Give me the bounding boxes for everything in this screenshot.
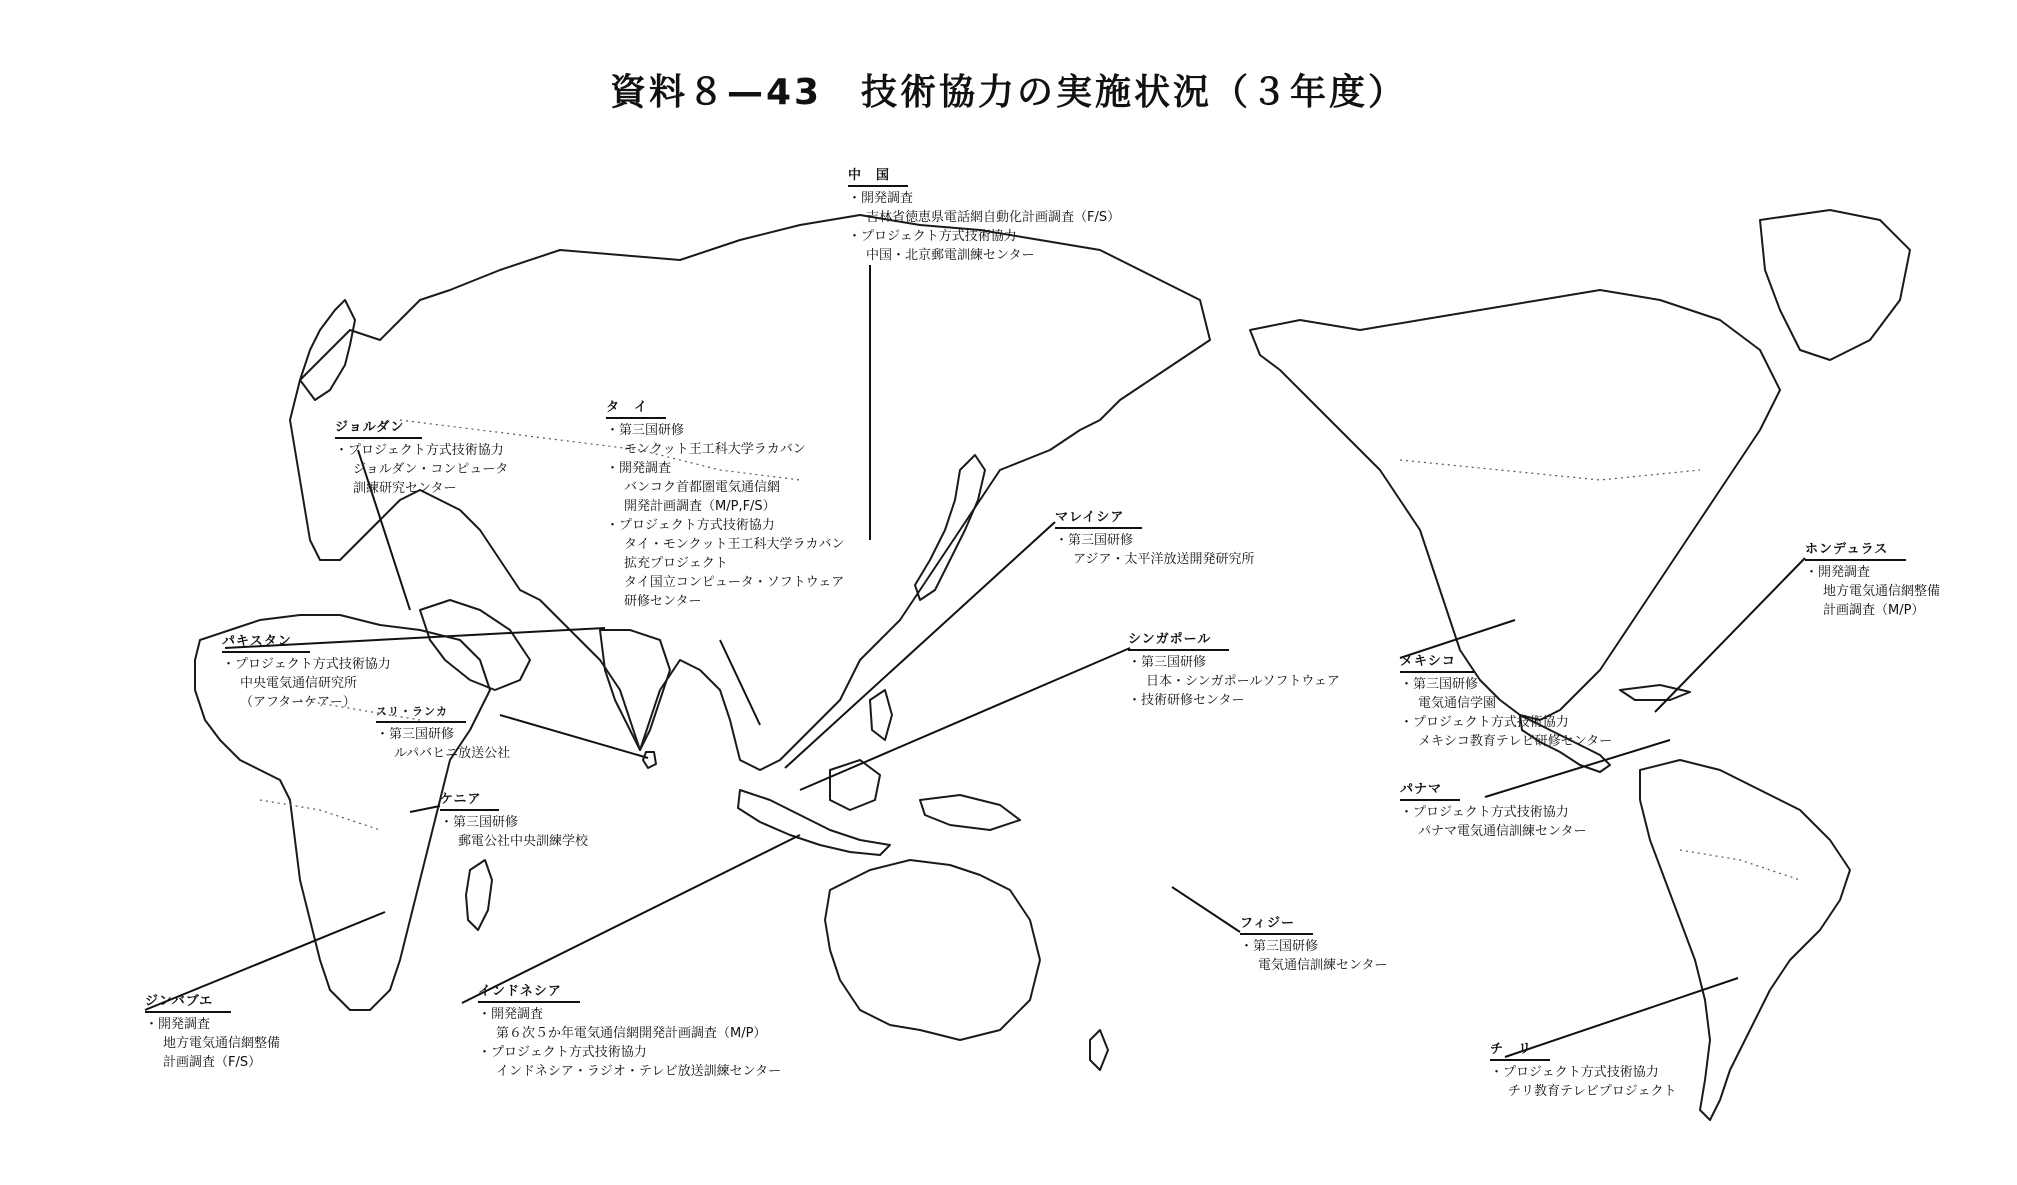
callout-zimbabwe (145, 992, 280, 1072)
country-label: チ リ (1490, 1040, 1550, 1061)
country-label: シンガポール (1128, 630, 1229, 651)
project-text: ジョルダン・コンピュータ (353, 462, 509, 477)
category-label: ・ 開発調査 (478, 1005, 781, 1024)
callout-kenya (440, 790, 588, 851)
category-label: ・ 開発調査 (606, 459, 844, 478)
page-title: 資料８—43 技術協力の実施状況（３年度） (609, 72, 1408, 113)
project-text: 地方電気通信網整備 (1823, 584, 1941, 599)
country-label: ホンデュラス (1805, 540, 1906, 561)
callout-indonesia (478, 982, 781, 1081)
country-label: パナマ (1400, 780, 1460, 801)
category-label: ・ 第三国研修 (1128, 653, 1340, 672)
project-text: 郵電公社中央訓練学校 (458, 834, 589, 849)
category-label: ・ 第三国研修 (1055, 531, 1254, 550)
country-label: メキシコ (1400, 652, 1474, 673)
greenland-landmass (1760, 210, 1910, 360)
callout-srilanka (376, 702, 510, 763)
project-text: パナマ電気通信訓練センター (1418, 824, 1587, 839)
category-label: ・ プロジェクト方式技術協力 (1400, 713, 1612, 732)
project-text: 拡充プロジェクト (624, 556, 728, 571)
project-text: 中国・北京郵電訓練センター (866, 248, 1035, 263)
category-label: ・ プロジェクト方式技術協力 (478, 1043, 781, 1062)
category-label: ・ 開発調査 (1805, 563, 1940, 582)
indonesia-landmass (738, 790, 890, 855)
country-label: 中 国 (848, 166, 908, 187)
callout-mexico (1400, 652, 1612, 751)
japan-landmass (915, 455, 985, 600)
project-text: タイ国立コンピュータ・ソフトウェア (624, 575, 845, 590)
country-label: ジョルダン (335, 418, 422, 439)
country-label: ジンバブエ (145, 992, 231, 1013)
category-label: ・ プロジェクト方式技術協力 (606, 516, 844, 535)
category-label: ・ プロジェクト方式技術協力 (848, 227, 1120, 246)
project-text: （アフターケアー） (240, 695, 356, 710)
country-label: ケニア (440, 790, 499, 811)
project-text: タイ・モンクット王工科大学ラカバン (624, 537, 845, 552)
project-text: バンコク首都圏電気通信網 (624, 480, 781, 495)
callout-china (848, 166, 1120, 265)
project-text: 第６次５か年電気通信網開発計画調査（M/P） (496, 1026, 767, 1041)
callout-honduras (1805, 540, 1940, 620)
category-label: ・ プロジェクト方式技術協力 (335, 441, 508, 460)
category-label: ・ 技術研修センター (1128, 691, 1340, 710)
category-label: ・ 第三国研修 (1400, 675, 1612, 694)
callout-thailand (606, 398, 844, 611)
project-text: 電気通信訓練センター (1258, 958, 1388, 973)
callout-chile (1490, 1040, 1676, 1101)
category-label: ・ プロジェクト方式技術協力 (222, 655, 391, 674)
category-label: ・ 第三国研修 (440, 813, 588, 832)
project-text: 計画調査（M/P） (1823, 603, 1925, 618)
callout-fiji (1240, 914, 1387, 975)
leader-kenya (410, 806, 440, 812)
borneo-landmass (830, 760, 880, 810)
country-label: マレイシア (1055, 508, 1142, 529)
category-label: ・ プロジェクト方式技術協力 (1400, 803, 1586, 822)
country-label: フィジー (1240, 914, 1313, 935)
project-text: 地方電気通信網整備 (163, 1036, 281, 1051)
country-label: タ イ (606, 398, 666, 419)
newguinea-landmass (920, 795, 1020, 830)
category-label: ・ 第三国研修 (606, 421, 844, 440)
project-text: 中央電気通信研究所 (240, 676, 358, 691)
project-text: 計画調査（F/S） (163, 1055, 262, 1070)
project-text: ルパバヒニ放送公社 (394, 746, 511, 761)
project-text: インドネシア・ラジオ・テレビ放送訓練センター (496, 1064, 782, 1079)
category-label: ・ 第三国研修 (1240, 937, 1387, 956)
newzealand-landmass (1090, 1030, 1108, 1070)
callout-singapore (1128, 630, 1340, 710)
callout-pakistan (222, 632, 391, 712)
callout-panama (1400, 780, 1586, 841)
callout-jordan (335, 418, 508, 498)
leader-indonesia (462, 835, 800, 1003)
callout-malaysia (1055, 508, 1254, 569)
project-text: 吉林省徳恵県電話網自動化計画調査（F/S） (866, 210, 1121, 225)
philippines-landmass (870, 690, 892, 740)
country-label: インドネシア (478, 982, 580, 1003)
category-label: ・ 開発調査 (145, 1015, 280, 1034)
category-label: ・ 第三国研修 (376, 725, 510, 744)
project-text: アジア・太平洋放送開発研究所 (1073, 552, 1255, 567)
category-label: ・ プロジェクト方式技術協力 (1490, 1063, 1676, 1082)
scandinavia-landmass (300, 300, 355, 400)
project-text: 研修センター (624, 594, 702, 609)
project-text: 日本・シンガポールソフトウェア (1146, 674, 1340, 689)
project-text: 電気通信学園 (1418, 696, 1497, 711)
leader-thailand (720, 640, 760, 725)
project-text: 開発計画調査（M/P,F/S） (624, 499, 776, 514)
project-text: メキシコ教育テレビ研修センター (1418, 734, 1613, 749)
country-label: パキスタン (222, 632, 310, 653)
leader-honduras (1655, 558, 1805, 712)
leader-singapore (800, 648, 1130, 790)
project-text: 訓練研究センター (353, 481, 457, 496)
australia-landmass (825, 860, 1040, 1040)
country-label: スリ・ランカ (376, 702, 466, 723)
project-text: チリ教育テレビプロジェクト (1508, 1084, 1677, 1099)
category-label: ・ 開発調査 (848, 189, 1120, 208)
srilanka-landmass (643, 752, 656, 768)
arabia-landmass (420, 600, 530, 690)
project-text: モンクット王工科大学ラカバン (624, 442, 806, 457)
madagascar-landmass (466, 860, 492, 930)
leader-fiji (1172, 887, 1240, 932)
